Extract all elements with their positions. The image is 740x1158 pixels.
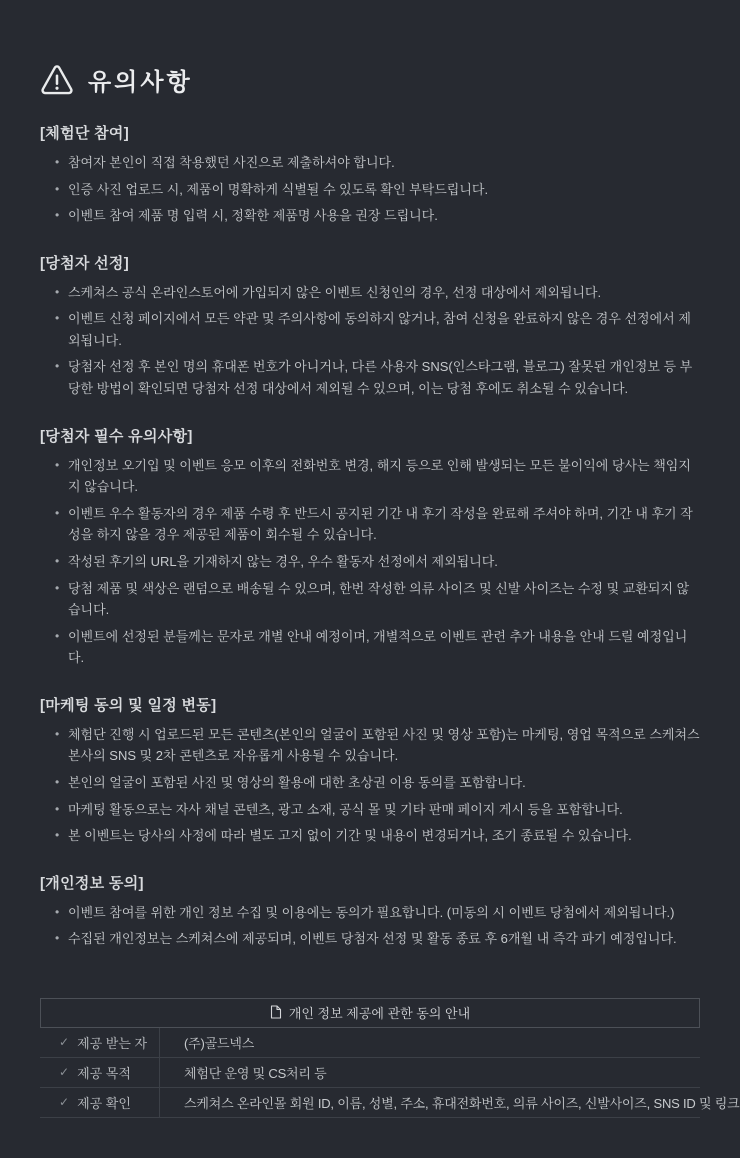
row-value: 체험단 운영 및 CS처리 등 [184,1065,327,1081]
warning-triangle-icon [40,64,74,96]
consent-table-header [40,998,700,1028]
notice-section [40,694,700,847]
list-item: • 스케쳐스 공식 온라인스토어에 가입되지 않은 이벤트 신청인의 경우, 선정 대상에서 제외됩니다. [55,282,700,304]
list-item: • 수집된 개인정보는 스케쳐스에 제공되며, 이벤트 당첨자 선정 및 활동 종료 후 6개월 내 즉각 파기 예정입니다. [55,928,700,950]
row-label: 제공 확인 [77,1095,131,1111]
page-header [40,62,700,97]
row-label: 제공 목적 [77,1065,131,1081]
table-row [40,1088,740,1118]
table-row [40,1058,700,1088]
notice-section [40,122,700,227]
check-icon: ✓ [59,1035,70,1050]
section-list [40,902,700,950]
notice-section [40,872,700,950]
section-heading: [당첨자 선정] [40,254,130,272]
check-icon: ✓ [59,1065,70,1080]
list-item: • 이벤트 우수 활동자의 경우 제품 수령 후 반드시 공지된 기간 내 후기 작성을 완료해 주셔야 하며, 기간 내 후기 작성을 하지 않을 경우 제공된 제품이 회수될 수 있습니다. [55,503,700,546]
list-item: • 당첨 제품 및 색상은 랜덤으로 배송될 수 있으며, 한번 작성한 의류 사이즈 및 신발 사이즈는 수정 및 교환되지 않습니다. [55,578,700,621]
row-label: 제공 받는 자 [77,1035,148,1051]
list-item: • 이벤트 신청 페이지에서 모든 약관 및 주의사항에 동의하지 않거나, 참여 신청을 완료하지 않은 경우 선정에서 제외됩니다. [55,308,700,351]
list-item: • 체험단 진행 시 업로드된 모든 콘텐츠(본인의 얼굴이 포함된 사진 및 영상 포함)는 마케팅, 영업 목적으로 스케쳐스 본사의 SNS 및 2차 콘텐츠로 자유롭게 사용될 수 있습니다. [55,724,700,767]
row-value: (주)골드넥스 [184,1035,255,1051]
notice-section [40,425,700,669]
list-item: • 인증 사진 업로드 시, 제품이 명확하게 식별될 수 있도록 확인 부탁드립니다. [55,179,700,201]
list-item: • 작성된 후기의 URL을 기재하지 않는 경우, 우수 활동자 선정에서 제외됩니다. [55,551,700,573]
document-icon [270,1005,282,1019]
list-item: • 이벤트 참여 제품 명 입력 시, 정확한 제품명 사용을 권장 드립니다. [55,205,700,227]
page-title: 유의사항 [88,69,193,96]
list-item: • 이벤트에 선정된 분들께는 문자로 개별 안내 예정이며, 개별적으로 이벤트 관련 추가 내용을 안내 드릴 예정입니다. [55,626,700,669]
section-list [40,455,700,669]
list-item: • 이벤트 참여를 위한 개인 정보 수집 및 이용에는 동의가 필요합니다. (미동의 시 이벤트 당첨에서 제외됩니다.) [55,902,700,924]
notice-section [40,252,700,400]
section-list [40,282,700,400]
consent-table-title: 개인 정보 제공에 관한 동의 안내 [288,1006,471,1022]
list-item: • 본 이벤트는 당사의 사정에 따라 별도 고지 없이 기간 및 내용이 변경되거나, 조기 종료될 수 있습니다. [55,825,700,847]
section-list [40,724,700,847]
row-label-cell [40,1088,160,1117]
table-row [40,1028,700,1058]
row-value: 스케쳐스 온라인몰 회원 ID, 이름, 성별, 주소, 휴대전화번호, 의류 사이즈, 신발사이즈, SNS ID 및 링크 [184,1095,740,1111]
row-label-cell [40,1028,160,1057]
check-icon: ✓ [59,1095,70,1110]
list-item: • 참여자 본인이 직접 착용했던 사진으로 제출하셔야 합니다. [55,152,700,174]
section-list [40,152,700,227]
section-heading: [마케팅 동의 및 일정 변동] [40,696,217,714]
section-heading: [개인정보 동의] [40,874,144,892]
list-item: • 개인정보 오기입 및 이벤트 응모 이후의 전화번호 변경, 해지 등으로 인해 발생되는 모든 불이익에 당사는 책임지지 않습니다. [55,455,700,498]
notice-sections [40,122,700,950]
consent-table [40,998,740,1118]
section-heading: [체험단 참여] [40,125,130,142]
row-label-cell [40,1058,160,1087]
list-item: • 당첨자 선정 후 본인 명의 휴대폰 번호가 아니거나, 다른 사용자 SNS(인스타그램, 블로그) 잘못된 개인정보 등 부당한 방법이 확인되면 당첨자 선정 대상에서 제외될 수 있으며, 이는 당첨 후에도 취소될 수 있습니다. [55,356,700,399]
list-item: • 본인의 얼굴이 포함된 사진 및 영상의 활용에 대한 초상권 이용 동의를 포함합니다. [55,772,700,794]
list-item: • 마케팅 활동으로는 자사 채널 콘텐츠, 광고 소재, 공식 몰 및 기타 판매 페이지 게시 등을 포함합니다. [55,799,700,821]
section-heading: [당첨자 필수 유의사항] [40,427,193,445]
